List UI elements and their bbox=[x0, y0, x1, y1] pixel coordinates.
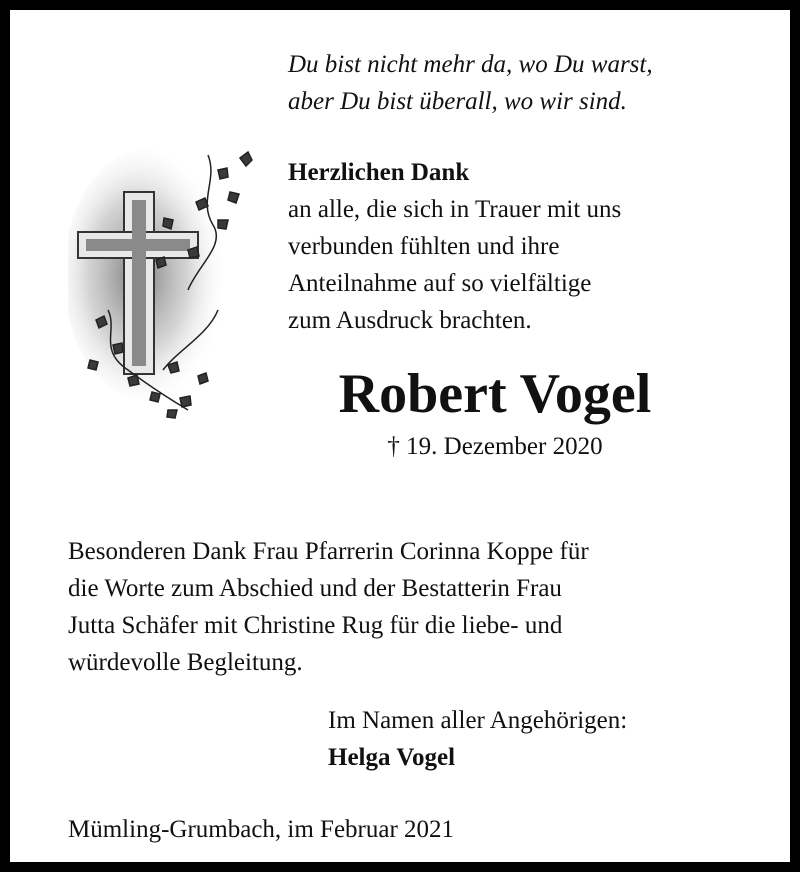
thanks-heading: Herzlichen Dank bbox=[288, 159, 470, 186]
thanks-line: Anteilnahme auf so vielfältige bbox=[288, 270, 592, 297]
special-thanks-line: würdevolle Begleitung. bbox=[68, 649, 303, 676]
quote bbox=[288, 46, 653, 120]
quote-line: aber Du bist überall, wo wir sind. bbox=[288, 88, 627, 115]
deceased-name: Robert Vogel bbox=[338, 363, 652, 425]
quote-line: Du bist nicht mehr da, wo Du warst, bbox=[288, 51, 653, 78]
death-date: † 19. Dezember 2020 bbox=[387, 433, 603, 460]
signer-name: Helga Vogel bbox=[328, 744, 456, 771]
special-thanks-line: die Worte zum Abschied und der Bestatterin Frau bbox=[68, 575, 562, 602]
special-thanks-line: Besonderen Dank Frau Pfarrerin Corinna Koppe für bbox=[68, 538, 589, 565]
signature-intro: Im Namen aller Angehörigen: bbox=[328, 707, 628, 734]
thanks-block bbox=[288, 154, 621, 339]
thanks-line: zum Ausdruck brachten. bbox=[288, 307, 532, 334]
thanks-line: an alle, die sich in Trauer mit uns bbox=[288, 196, 622, 223]
place-date: Mümling-Grumbach, im Februar 2021 bbox=[68, 816, 455, 843]
special-thanks-line: Jutta Schäfer mit Christine Rug für die liebe- und bbox=[68, 612, 563, 639]
special-thanks bbox=[68, 533, 589, 681]
signature-block bbox=[328, 702, 627, 776]
thanks-line: verbunden fühlten und ihre bbox=[288, 233, 560, 260]
